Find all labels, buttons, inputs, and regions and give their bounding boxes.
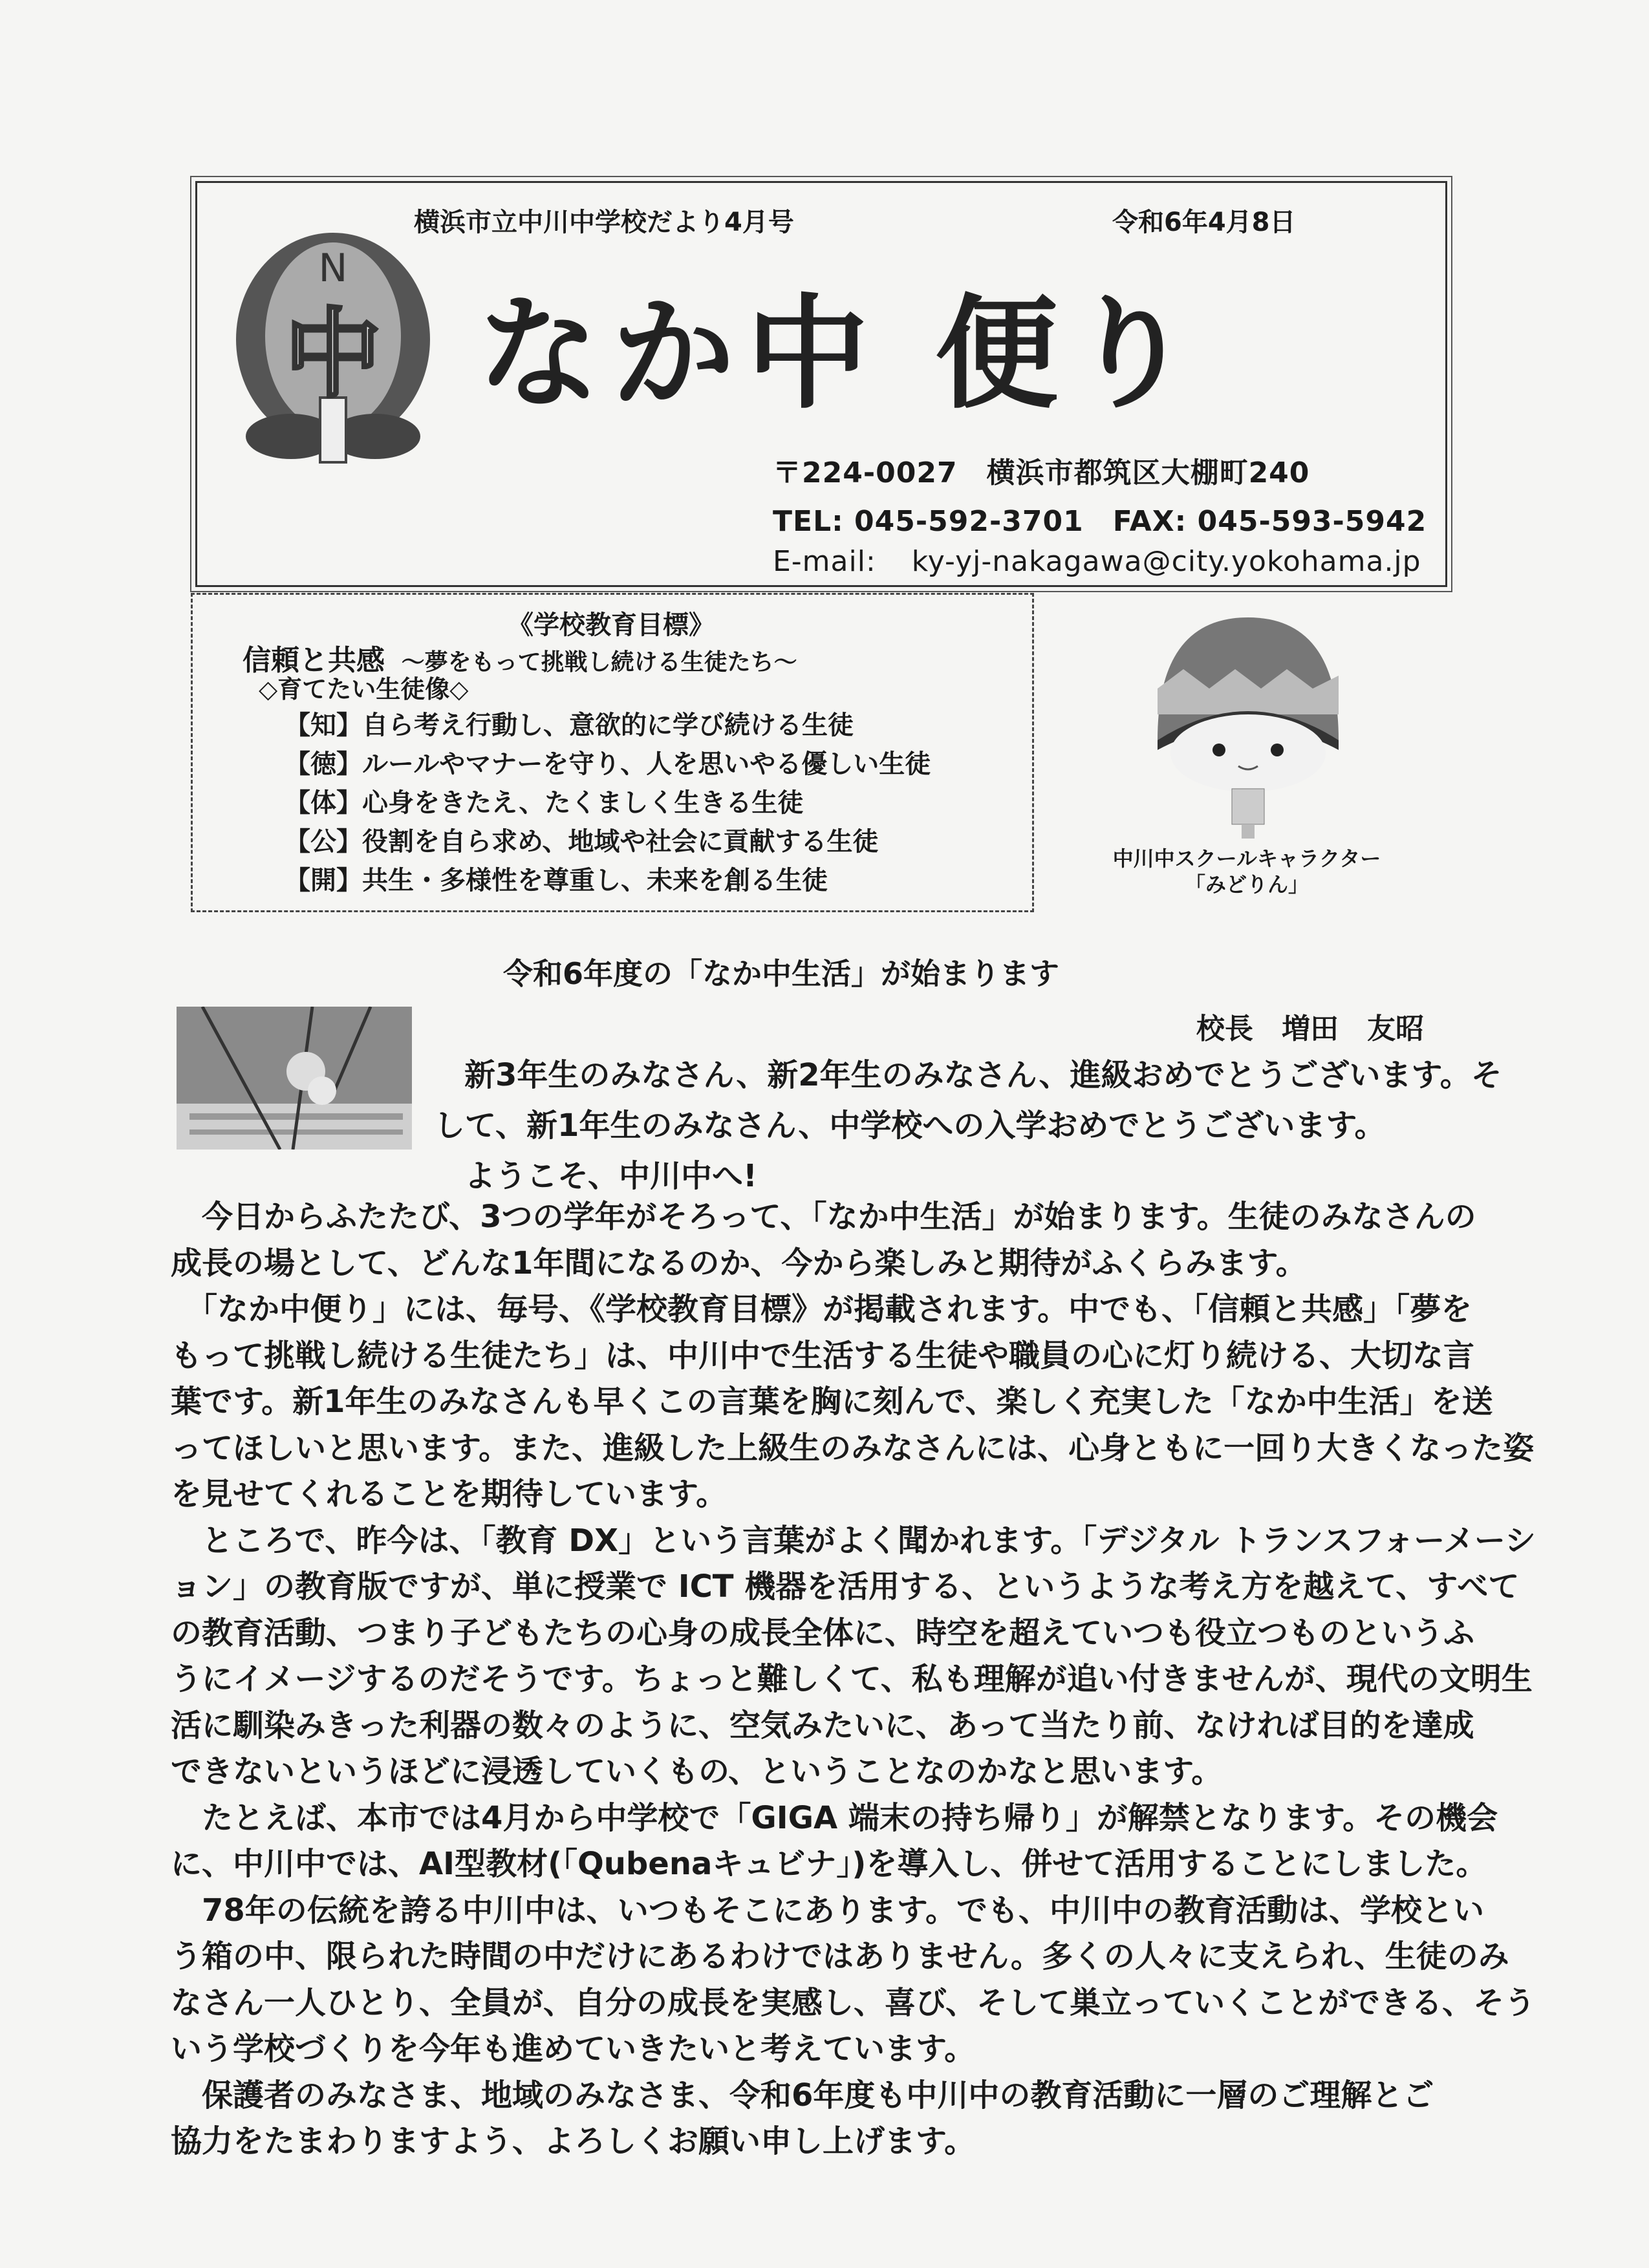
article-line: 78年の伝統を誇る中川中は、いつもそこにあります。でも、中川中の教育活動は、学校とい <box>171 1892 1484 1929</box>
article-line: の教育活動、つまり子どもたちの心身の成長全体に、時空を超えていつも役立つものというふ <box>171 1614 1475 1651</box>
newsletter-title: なか中 便り <box>477 281 1205 425</box>
article-line: たとえば、本市では4月から中学校で「GIGA 端末の持ち帰り」が解禁となります。その機会 <box>171 1799 1498 1836</box>
emblem-letter: N <box>318 246 348 291</box>
school-emblem <box>230 223 436 465</box>
article-line: いう学校づくりを今年も進めていきたいと考えています。 <box>171 2031 976 2067</box>
issue-label: 横浜市立中川中学校だより4月号 <box>414 208 794 237</box>
intro-line: して、新1年生のみなさん、中学校への入学おめでとうございます。 <box>434 1107 1386 1144</box>
article-line: に、中川中では、AI型教材(「Qubenaキュビナ」)を導入し、併せて活用することにしました。 <box>171 1846 1487 1882</box>
email-label: E-mail: <box>773 545 876 578</box>
article-line: 葉です。新1年生のみなさんも早くこの言葉を胸に刻んで、楽しく充実した「なか中生活」を送 <box>171 1384 1493 1420</box>
cherry-blossom-photo <box>177 1007 412 1150</box>
mascot-name: 「みどりん」 <box>1184 872 1309 897</box>
email-address[interactable]: ky-yj-nakagawa@city.yokohama.jp <box>911 545 1421 578</box>
goal-item: 【体】心身をきたえ、たくましく生きる生徒 <box>285 788 804 818</box>
postal-address: 〒224-0027 横浜市都筑区大棚町240 <box>773 456 1310 489</box>
intro-line: ようこそ、中川中へ! <box>464 1158 757 1194</box>
emblem-char: 中 <box>284 299 382 411</box>
article-line: もって挑戦し続ける生徒たち」は、中川中で生活する生徒や職員の心に灯り続ける、大切な言 <box>171 1337 1475 1374</box>
article-line: なさん一人ひとり、全員が、自分の成長を実感し、喜び、そして巣立っていくことができる、そう <box>171 1984 1536 2021</box>
article-line: 成長の場として、どんな1年間になるのか、今から楽しみと期待がふくらみます。 <box>171 1245 1307 1281</box>
article-line: 協力をたまわりますよう、よろしくお願い申し上げます。 <box>171 2123 976 2159</box>
article-line: う箱の中、限られた時間の中だけにあるわけではありません。多くの人々に支えられ、生徒のみ <box>171 1938 1509 1974</box>
mascot-midorin-illustration <box>1145 611 1352 844</box>
issue-date: 令和6年4月8日 <box>1112 208 1296 237</box>
article-line: ところで、昨今は、「教育 DX」という言葉がよく聞かれます。「デジタル トランスフォーメーシ <box>171 1522 1536 1559</box>
goal-item: 【知】自ら考え行動し、意欲的に学び続ける生徒 <box>285 711 854 740</box>
article-line: 保護者のみなさま、地域のみなさま、令和6年度も中川中の教育活動に一層のご理解とご <box>171 2077 1434 2113</box>
article-author: 校長 増田 友昭 <box>1196 1012 1424 1045</box>
mascot-caption: 中川中スクールキャラクター <box>1112 846 1381 871</box>
goals-heading: 《学校教育目標》 <box>508 610 715 640</box>
article-line: を見せてくれることを期待しています。 <box>171 1476 727 1512</box>
tel-fax: TEL: 045-592-3701 FAX: 045-593-5942 <box>773 505 1427 538</box>
goals-motto-sub: ～夢をもって挑戦し続ける生徒たち～ <box>401 649 797 676</box>
goal-item: 【徳】ルールやマナーを守り、人を思いやる優しい生徒 <box>285 749 931 779</box>
intro-line: 新3年生のみなさん、新2年生のみなさん、進級おめでとうございます。そ <box>464 1057 1502 1093</box>
article-line: うにイメージするのだそうです。ちょっと難しくて、私も理解が追い付きませんが、現代の文明生 <box>171 1661 1533 1697</box>
email-row <box>773 545 1421 578</box>
article-line: ってほしいと思います。また、進級した上級生のみなさんには、心身ともに一回り大きくなった姿 <box>171 1429 1535 1466</box>
goals-motto: 信頼と共感 <box>242 644 385 677</box>
article-line: ョン」の教育版ですが、単に授業で ICT 機器を活用する、というような考え方を越えて、すべて <box>171 1568 1520 1605</box>
article-heading: 令和6年度の「なか中生活」が始まります <box>503 956 1060 991</box>
article-line: 今日からふたたび、3つの学年がそろって、「なか中生活」が始まります。生徒のみなさんの <box>171 1199 1476 1235</box>
goal-item: 【開】共生・多様性を尊重し、未来を創る生徒 <box>285 866 828 895</box>
article-line: 活に馴染みきった利器の数々のように、空気みたいに、あって当たり前、なければ目的を達成 <box>171 1707 1474 1744</box>
goals-subheading: ◇育てたい生徒像◇ <box>259 675 469 703</box>
goal-item: 【公】役割を自ら求め、地域や社会に貢献する生徒 <box>285 827 879 857</box>
article-line: 「なか中便り」には、毎号、《学校教育目標》が掲載されます。中でも、「信頼と共感」「夢を <box>171 1291 1472 1327</box>
article-line: できないというほどに浸透していくもの、ということなのかなと思います。 <box>171 1753 1223 1790</box>
